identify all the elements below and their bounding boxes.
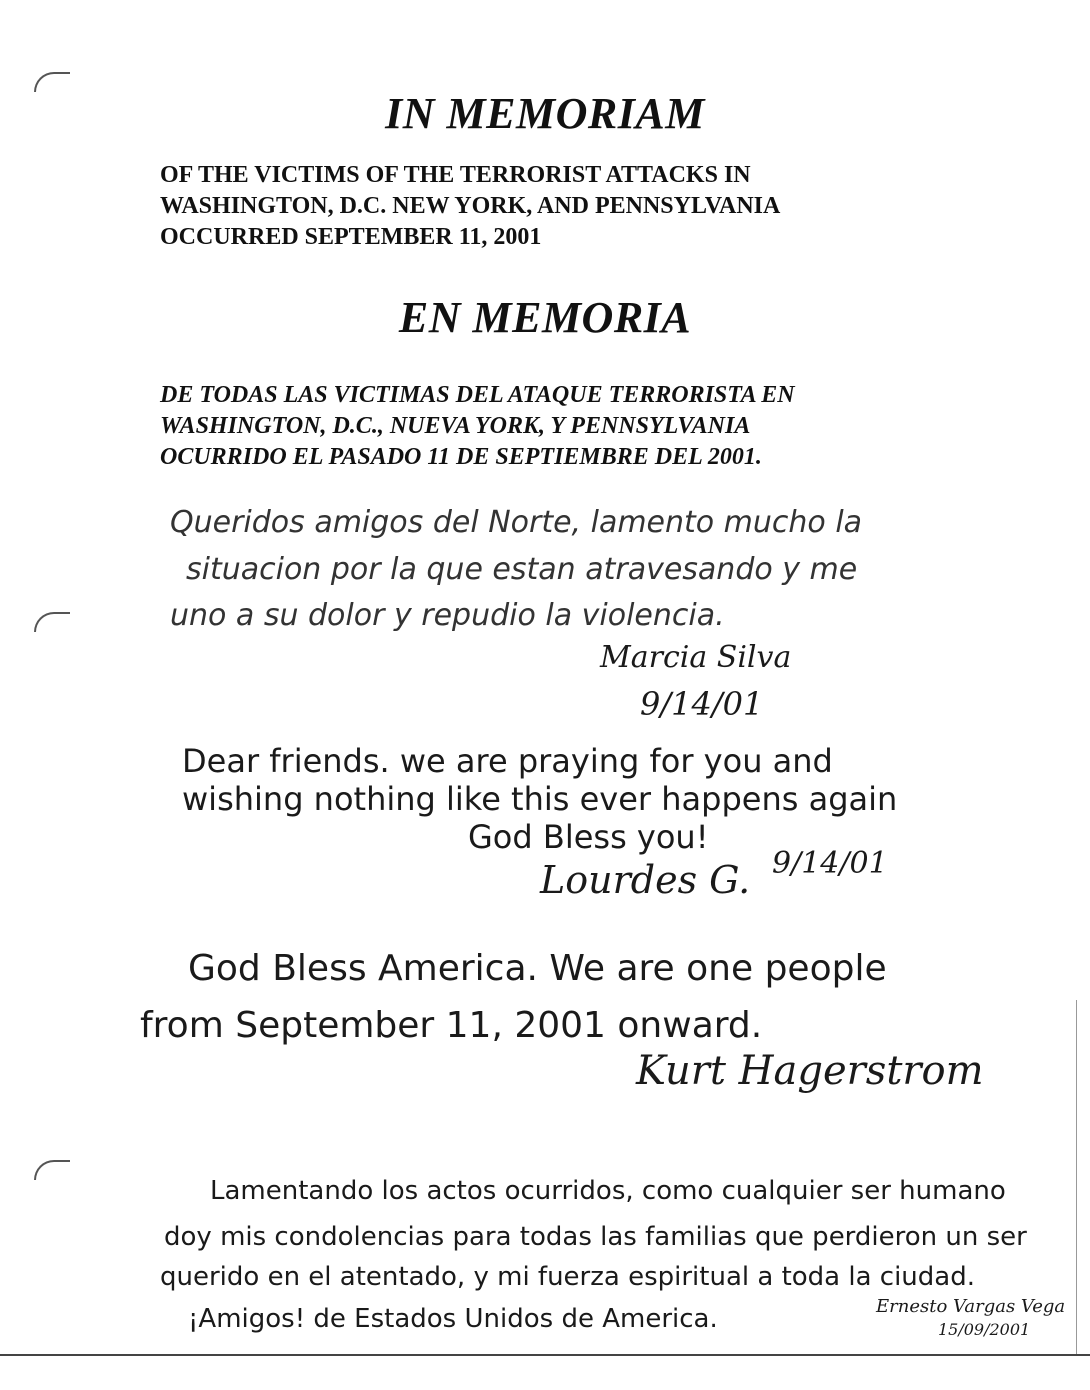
message-line: Lamentando los actos ocurridos, como cualquier ser humano bbox=[210, 1176, 1006, 1206]
message-line: Dear friends. we are praying for you and bbox=[182, 742, 833, 780]
signature: Marcia Silva bbox=[600, 640, 792, 675]
message-line: uno a su dolor y repudio la violencia. bbox=[170, 598, 725, 633]
subtitle-spanish-line: OCURRIDO EL PASADO 11 DE SEPTIEMBRE DEL 2001. bbox=[160, 444, 762, 470]
subtitle-spanish-line: WASHINGTON, D.C., NUEVA YORK, Y PENNSYLVANIA bbox=[160, 413, 751, 439]
message-line: querido en el atentado, y mi fuerza espiritual a toda la ciudad. bbox=[160, 1262, 975, 1292]
signature: Lourdes G. bbox=[540, 858, 751, 902]
message-line: situacion por la que estan atravesando y me bbox=[186, 552, 858, 587]
signature-date: 9/14/01 bbox=[772, 846, 888, 881]
signature: Kurt Hagerstrom bbox=[636, 1048, 984, 1094]
subtitle-english-line: OF THE VICTIMS OF THE TERRORIST ATTACKS IN bbox=[160, 162, 751, 188]
message-line: wishing nothing like this ever happens again bbox=[182, 780, 898, 818]
subtitle-english-line: OCCURRED SEPTEMBER 11, 2001 bbox=[160, 224, 542, 250]
message-line: Queridos amigos del Norte, lamento mucho la bbox=[170, 505, 863, 540]
title-spanish: EN MEMORIA bbox=[398, 293, 692, 342]
subtitle-english bbox=[160, 160, 960, 253]
message-line: doy mis condolencias para todas las familias que perdieron un ser bbox=[164, 1222, 1027, 1252]
message-line: ¡Amigos! de Estados Unidos de America. bbox=[188, 1304, 718, 1334]
subtitle-english-line: WASHINGTON, D.C. NEW YORK, AND PENNSYLVANIA bbox=[160, 193, 781, 219]
page-edge-line bbox=[1076, 1000, 1077, 1356]
signature-date: 9/14/01 bbox=[640, 685, 764, 723]
message-line: God Bless you! bbox=[468, 818, 709, 856]
punch-hole-mark bbox=[34, 612, 70, 632]
message-line: from September 11, 2001 onward. bbox=[140, 1005, 763, 1046]
punch-hole-mark bbox=[34, 1160, 70, 1180]
signature-date: 15/09/2001 bbox=[938, 1320, 1031, 1339]
subtitle-spanish bbox=[160, 380, 960, 473]
page-bottom-edge bbox=[0, 1354, 1090, 1356]
title-english: IN MEMORIAM bbox=[385, 89, 705, 138]
signature: Ernesto Vargas Vega bbox=[876, 1296, 1066, 1317]
message-line: God Bless America. We are one people bbox=[188, 948, 887, 989]
subtitle-spanish-line: DE TODAS LAS VICTIMAS DEL ATAQUE TERRORISTA EN bbox=[160, 382, 795, 408]
